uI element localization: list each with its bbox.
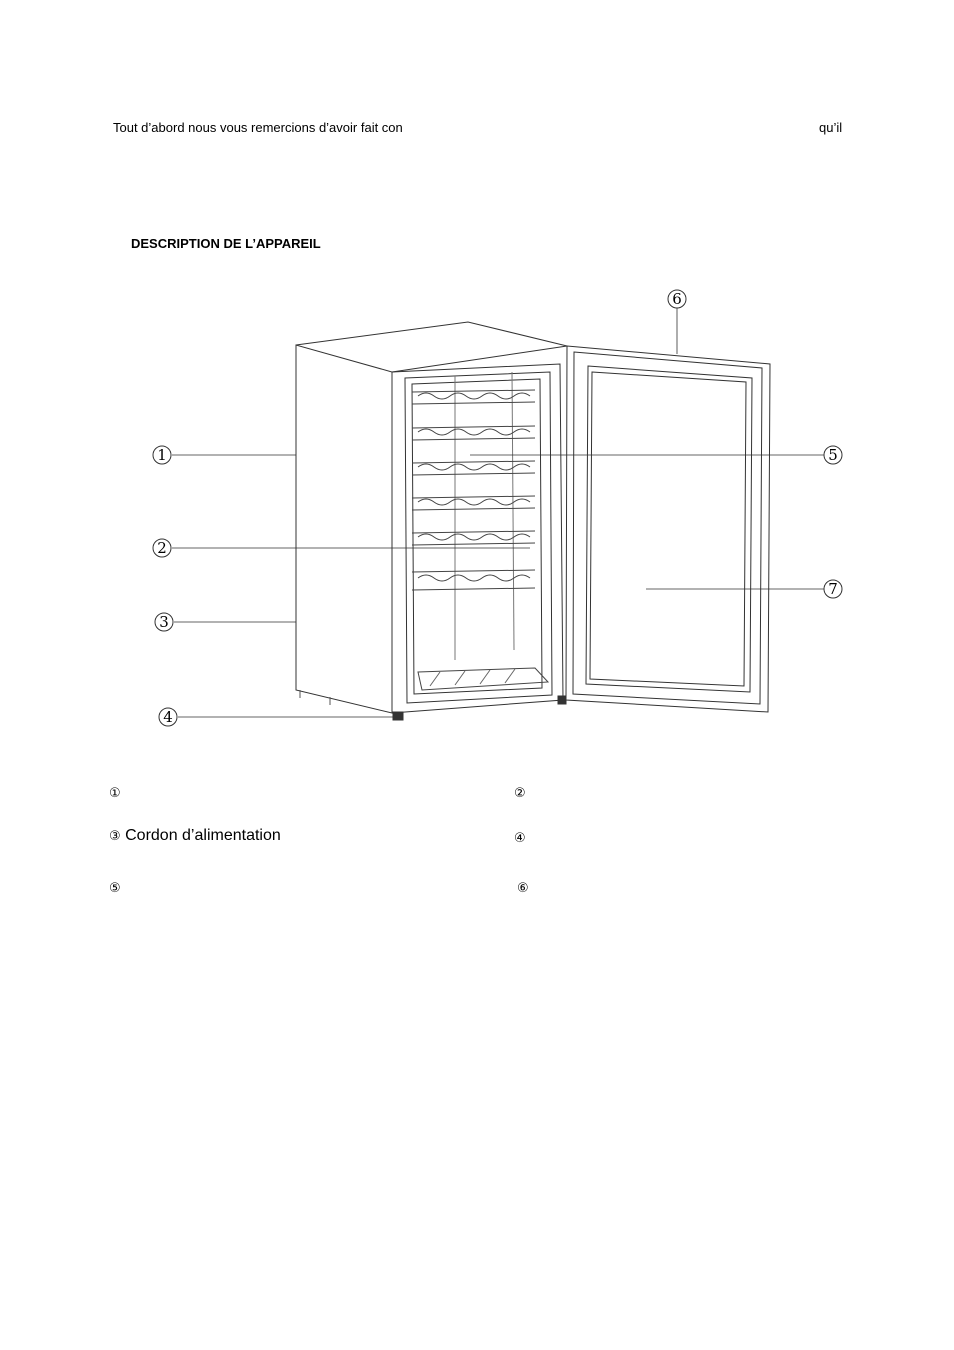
- section-heading: DESCRIPTION DE L’APPAREIL: [131, 236, 321, 251]
- legend-symbol: ②: [514, 786, 526, 801]
- callout-markers: [153, 290, 842, 726]
- legend-item-5: [109, 879, 121, 897]
- legend-label: Cordon d’alimentation: [125, 827, 281, 844]
- callout-6: 6: [672, 290, 682, 308]
- callout-4: 4: [163, 708, 173, 726]
- callout-2: 2: [157, 539, 167, 557]
- callout-3: 3: [159, 613, 169, 631]
- legend-item-2: [514, 784, 526, 802]
- legend-item-6: [517, 879, 529, 897]
- intro-text-left: Tout d’abord nous vous remercions d’avoir fait con: [113, 120, 403, 135]
- intro-text-right: qu’il: [819, 120, 843, 135]
- legend-symbol: ④: [514, 831, 526, 846]
- legend-symbol: ⑤: [109, 881, 121, 896]
- cabinet-drawing: [296, 322, 770, 720]
- legend-symbol: ③: [109, 829, 121, 844]
- callout-1: 1: [157, 446, 167, 464]
- legend-item-1: [109, 784, 121, 802]
- callout-5: 5: [828, 446, 838, 464]
- shelves: [412, 390, 535, 590]
- legend-item-3: [109, 827, 281, 845]
- callout-numbers: [157, 290, 838, 726]
- legend-item-4: [514, 829, 526, 847]
- callout-7: 7: [828, 580, 838, 598]
- callout-lines: [172, 308, 824, 717]
- legend-symbol: ①: [109, 786, 121, 801]
- legend-symbol: ⑥: [517, 881, 529, 896]
